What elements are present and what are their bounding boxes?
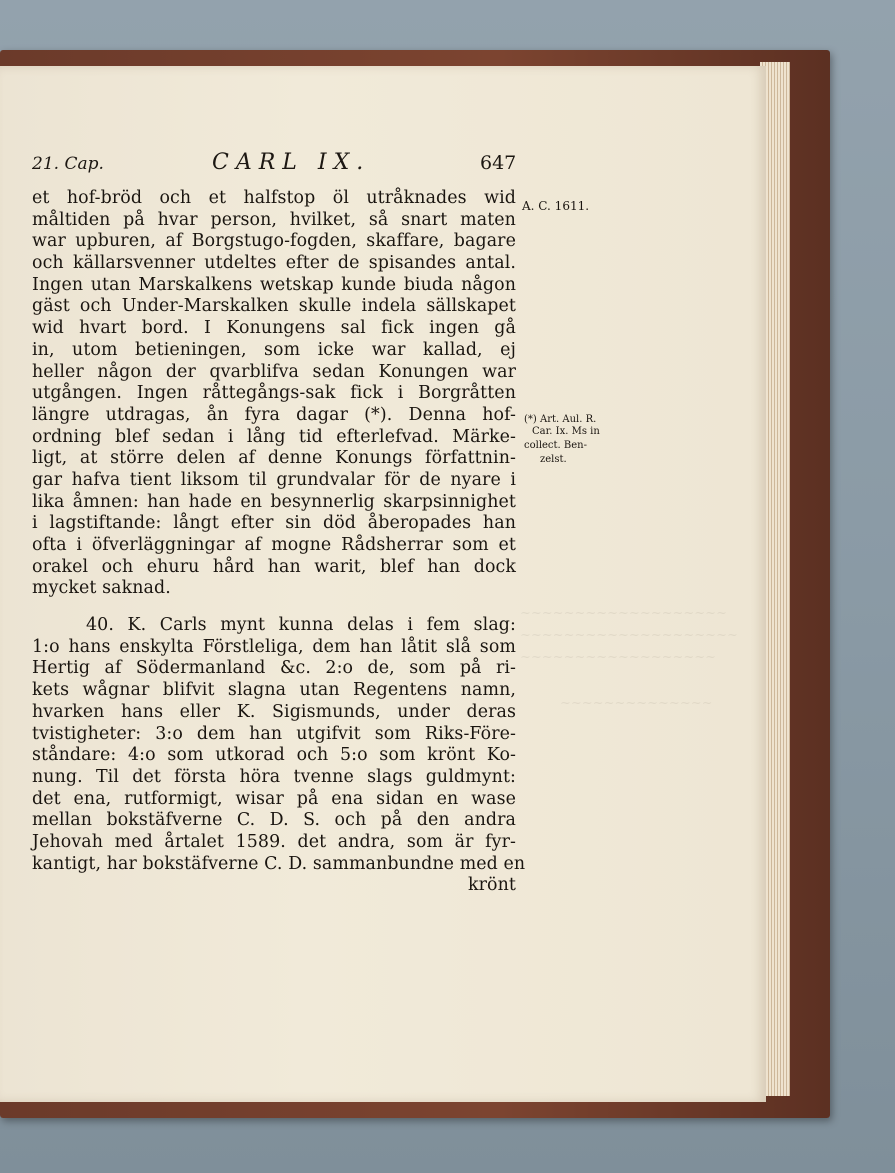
text-line: utgången. Ingen råttegångs-sak fick i Borgråtten: [32, 383, 516, 404]
paragraph-gap: [32, 600, 516, 615]
text-line: Jehovah med årtalet 1589. det andra, som är fyr-: [32, 831, 516, 852]
text-line: ståndare: 4:o som utkorad och 5:o som krönt Ko-: [32, 745, 516, 766]
text-line: Hertig af Södermanland &c. 2:o de, som på ri-: [32, 658, 516, 679]
text-line: wid hvart bord. I Konungens sal fick ingen gå: [32, 318, 516, 339]
text-line: i lagstiftande: långt efter sin död åberopades han: [32, 513, 516, 534]
running-title: CARL IX.: [212, 150, 371, 175]
text-line: kets wågnar blifvit slagna utan Regentens namn,: [32, 680, 516, 701]
text-line: det ena, rutformigt, wisar på ena sidan en wase: [32, 788, 516, 809]
text-line: in, utom betieningen, som icke war kallad, ej: [32, 339, 516, 360]
footnote-line: collect. Ben-: [524, 440, 587, 451]
text-line: 1:o hans enskylta Förstleliga, dem han låtit slå som: [32, 636, 516, 657]
text-line: ordning blef sedan i lång tid efterlefvad. Märke-: [32, 426, 516, 447]
text-line: hvarken hans eller K. Sigismunds, under deras: [32, 701, 516, 722]
text-line: mellan bokstäfverne C. D. S. och på den andra: [32, 810, 516, 831]
text-line: nung. Til det första höra tvenne slags guldmynt:: [32, 766, 516, 787]
text-line: gar hafva tient liksom til grundvalar för de nyare i: [32, 469, 516, 490]
text-line: war upburen, af Borgstugo-fogden, skaffare, bagare: [32, 231, 516, 252]
body-text: [32, 188, 526, 897]
footnote-line: (*) Art. Aul. R.: [524, 414, 597, 425]
paragraph-2: [32, 615, 526, 875]
text-line: heller någon der qvarblifva sedan Konungen war: [32, 361, 516, 382]
text-line: Ingen utan Marskalkens wetskap kunde biuda någon: [32, 274, 516, 295]
text-line: kantigt, har bokstäfverne C. D. sammanbundne med en: [32, 853, 526, 874]
text-line: 40. K. Carls mynt kunna delas i fem slag:: [86, 615, 516, 636]
catchword: krönt: [467, 875, 516, 896]
text-line: lika åmnen: han hade en besynnerlig skarpsinnighet: [32, 491, 516, 512]
chapter-label: 21. Cap.: [32, 154, 104, 174]
text-line: mycket saknad.: [32, 578, 171, 599]
margin-year-note: A. C. 1611.: [522, 199, 590, 213]
text-line: och källarsvenner utdeltes efter de spisandes antal.: [32, 253, 516, 274]
footnote-line: zelst.: [540, 454, 567, 465]
book-page: ~~~~~~~~~~~~~~~~~~~ ~~~~~~~~~~~~~~~~~~~~ ~~~~~~~~~~~~~~~~~~ ~~~~~~~~~~~~~~: [0, 66, 766, 1102]
paragraph-1: [32, 188, 516, 600]
text-line: gäst och Under-Marskalken skulle indela sällskapet: [32, 296, 516, 317]
text-line: ofta i öfverläggningar af mogne Rådsherrar som et: [32, 535, 516, 555]
text-line: et hof-bröd och et halfstop öl utråknades wid: [32, 188, 516, 208]
text-line: längre utdragas, ån fyra dagar (*). Denna hof-: [32, 404, 516, 425]
text-line: måltiden på hvar person, hvilket, så snart maten: [32, 209, 516, 230]
text-line: tvistigheter: 3:o dem han utgifvit som Riks-Före-: [32, 723, 516, 744]
text-line: orakel och ehuru hård han warit, blef han dock: [32, 556, 516, 577]
footnote-line: Car. Ix. Ms in: [532, 426, 600, 437]
text-line: ligt, at större delen af denne Konungs författnin-: [32, 448, 516, 469]
page-number: 647: [480, 152, 517, 174]
running-header: [32, 150, 516, 180]
